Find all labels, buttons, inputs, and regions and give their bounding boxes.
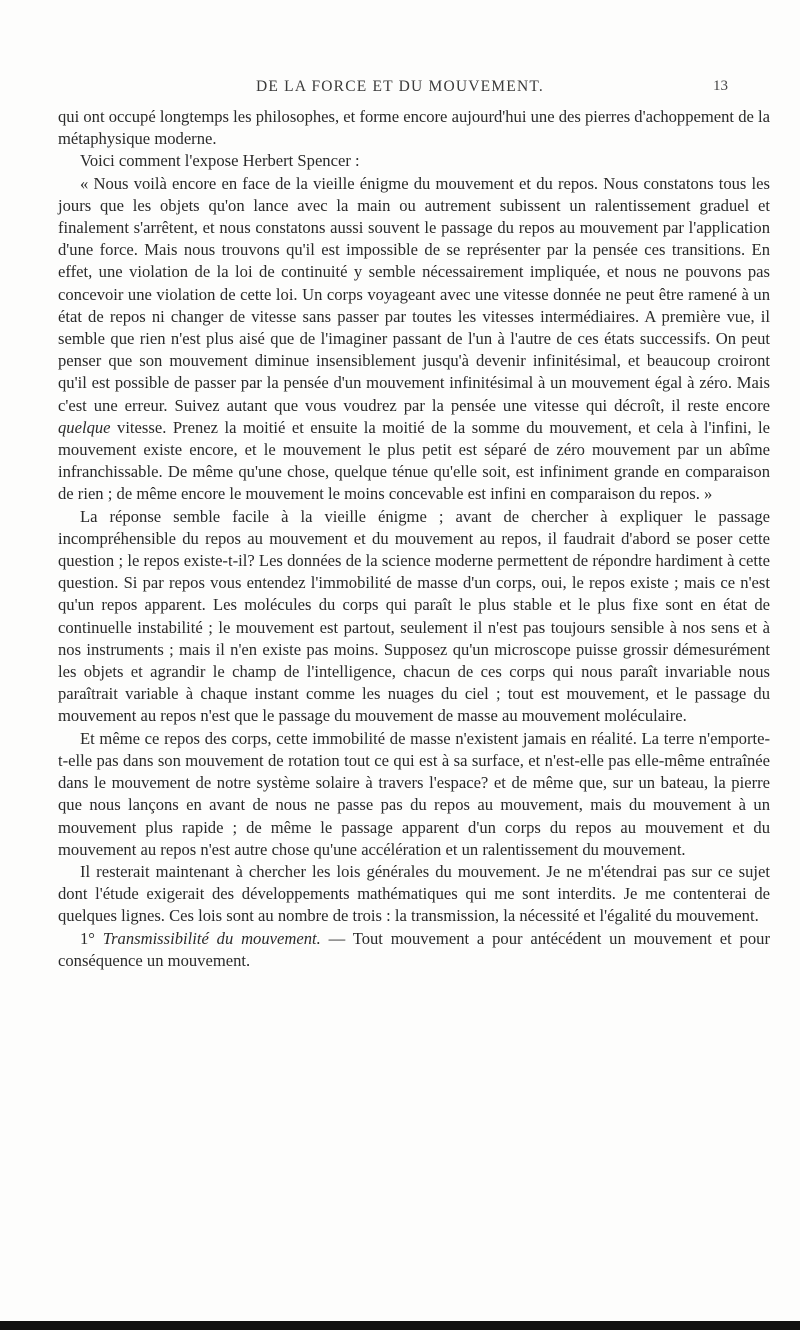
section-heading-italic: Transmissibilité du mouvement. <box>102 928 321 948</box>
running-title: DE LA FORCE ET DU MOUVEMENT. <box>256 78 544 95</box>
paragraph-intro-spencer: Voici comment l'expose Herbert Spencer : <box>80 151 360 171</box>
page-number: 13 <box>713 78 728 94</box>
list-number: 1° <box>80 928 103 948</box>
quote-emphasis: quelque <box>58 417 111 437</box>
scan-edge-bar <box>0 1321 800 1330</box>
paragraph-spencer-quote <box>58 173 770 506</box>
paragraph-repos-corps: Et même ce repos des corps, cette immobilité de masse n'existent jamais en réalité. La terre n'emporte-t-elle pas dans son mouvement de rotation tout ce qui est à sa surface, et n'est-elle pas elle-même entraînée dans le mouvement de notre système solaire à travers l'espace? et de même que, sur un bateau, la pierre que nous lançons en avant de nous ne passe pas du repos au mouvement, mais du mouvement à un mouvement plus rapide ; de même le passage apparent d'un corps du repos au mouvement et du mouvement au repos n'est autre chose qu'une accélération et un ralentissement du mouvement. <box>58 728 770 859</box>
paragraph-continuation: qui ont occupé longtemps les philosophes, et forme encore aujourd'hui une des pierres d'achoppement de la métaphysique moderne. <box>58 107 770 149</box>
paragraph-response: La réponse semble facile à la vieille énigme ; avant de chercher à expliquer le passage incompréhensible du repos au mouvement et du mouvement au repos, il faudrait d'abord se poser cette question ; le repos existe-t-il? Les données de la science moderne permettent de répondre hardiment à cette question. Si par repos vous entendez l'immobilité de masse d'un corps, oui, le repos existe ; mais ce n'est qu'un repos apparent. Les molécules du corps qui paraît le plus stable et le plus fixe sont en état de continuelle instabilité ; le mouvement est partout, seulement il n'est pas toujours sensible à nos sens et à nos instruments ; mais il n'en existe pas moins. Supposez qu'un microscope puisse grossir démesurément les objets et agrandir le champ de l'intelligence, chacun de ces corps qui nous paraît invariable nous paraîtrait variable à chaque instant comme les nuages du ciel ; tout est mouvement, et le passage du mouvement au repos n'est que le passage du mouvement de masse au mouvement moléculaire. <box>58 506 770 726</box>
paragraph-transmissibilite <box>58 928 770 972</box>
quote-text-part-2: vitesse. Prenez la moitié et ensuite la moitié de la somme du mouvement, et cela à l'infini, le mouvement existe encore, et le mouvement le plus petit est séparé de zéro mouvement par un abîme infranchissable. De même qu'une chose, quelque ténue qu'elle soit, est infiniment grande en comparaison de rien ; de même encore le mouvement le moins concevable est infini en comparaison du repos. » <box>58 417 770 504</box>
transmissibilite-text: — Tout mouvement a pour antécédent un mouvement et pour conséquence un mouvement. <box>58 928 770 970</box>
body-text <box>58 106 770 972</box>
quote-text-part-1: « Nous voilà encore en face de la vieille énigme du mouvement et du repos. Nous constatons tous les jours que les objets qu'on lance avec la main ou autrement subissent un ralentissement graduel et finalement s'arrêtent, et nous constatons aussi souvent le passage du repos au mouvement par l'application d'une force. Mais nous trouvons qu'il est impossible de se représenter par la pensée ces transitions. En effet, une violation de la loi de continuité y semble nécessairement impliquée, et nous ne pouvons pas concevoir une violation de cette loi. Un corps voyageant avec une vitesse donnée ne peut être ramené à un état de repos ni changer de vitesse sans passer par toutes les vitesses intermédiaires. A première vue, il semble que rien n'est plus aisé que de l'imaginer passant de l'un à l'autre de ces états successifs. On peut penser que son mouvement diminue insensiblement jusqu'à devenir infinitésimal, et beaucoup croiront qu'il est possible de passer par la pensée d'un mouvement infinitésimal à un mouvement égal à zéro. Mais c'est une erreur. Suivez autant que vous voudrez par la pensée une vitesse qui décroît, il reste encore <box>58 173 770 415</box>
paragraph-lois-generales: Il resterait maintenant à chercher les lois générales du mouvement. Je ne m'étendrai pas sur ce sujet dont l'étude exigerait des développements mathématiques qui me sont interdits. Je me contenterai de quelques lignes. Ces lois sont au nombre de trois : la transmission, la nécessité et l'égalité du mouvement. <box>58 861 770 926</box>
